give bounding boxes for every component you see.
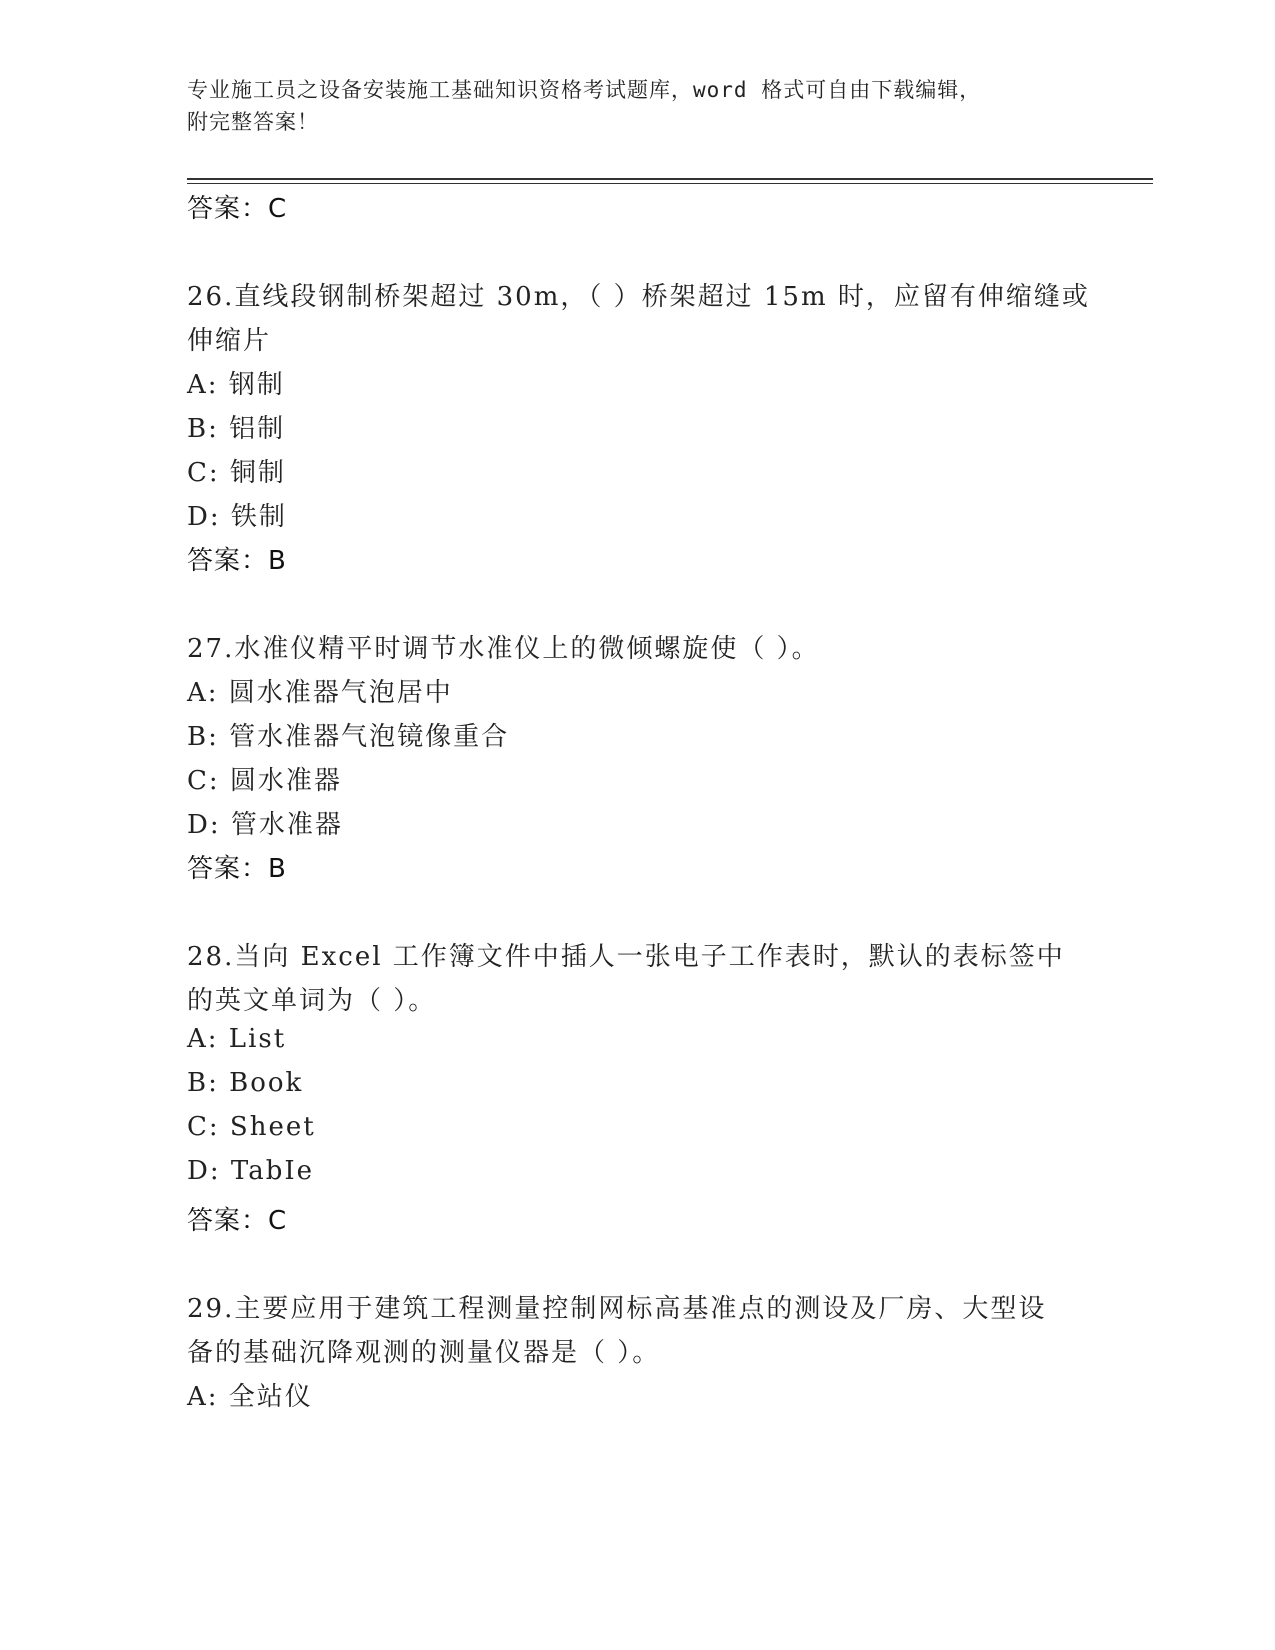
- question-29-stem-line-2: 备的基础沉降观测的测量仪器是（ ）。: [187, 1338, 661, 1368]
- answer-25: 答案：C: [187, 194, 288, 224]
- question-29-option-a: A: 全站仪: [187, 1382, 313, 1412]
- header-divider-thick: [187, 178, 1153, 180]
- question-28-stem-line-2: 的英文单词为（ ）。: [187, 986, 437, 1016]
- question-27-option-d: D: 管水准器: [187, 810, 343, 840]
- question-27-stem-line-1: 27.水准仪精平时调节水准仪上的微倾螺旋使（ ）。: [187, 634, 820, 664]
- question-29-stem-line-1: 29.主要应用于建筑工程测量控制网标高基准点的测设及厂房、大型设: [187, 1294, 1047, 1324]
- question-27-option-c: C: 圆水准器: [187, 766, 342, 796]
- question-26-option-a: A: 钢制: [187, 370, 285, 400]
- question-27-option-b: B: 管水准器气泡镜像重合: [187, 722, 510, 752]
- question-26-option-d: D: 铁制: [187, 502, 287, 532]
- question-28-option-d: D: TabIe: [187, 1156, 314, 1186]
- question-26-answer: 答案：B: [187, 546, 287, 576]
- question-28-answer: 答案：C: [187, 1206, 288, 1236]
- document-header: [187, 74, 1087, 138]
- question-26-option-c: C: 铜制: [187, 458, 286, 488]
- header-line-2: 附完整答案！: [187, 110, 319, 134]
- question-28-option-b: B: Book: [187, 1068, 304, 1098]
- question-28-option-a: A: List: [187, 1024, 287, 1054]
- header-line-1: 专业施工员之设备安装施工基础知识资格考试题库，word 格式可自由下载编辑，: [187, 78, 982, 102]
- question-26-option-b: B: 铝制: [187, 414, 286, 444]
- question-27-answer: 答案：B: [187, 854, 287, 884]
- question-27-option-a: A: 圆水准器气泡居中: [187, 678, 453, 708]
- question-28-stem-line-1: 28.当向 Excel 工作簿文件中插人一张电子工作表时，默认的表标签中: [187, 942, 1065, 972]
- question-26-stem-line-2: 伸缩片: [187, 326, 272, 356]
- question-26-stem-line-1: 26.直线段钢制桥架超过 30m，（ ）桥架超过 15m 时，应留有伸缩缝或: [187, 282, 1090, 312]
- question-28-option-c: C: Sheet: [187, 1112, 316, 1142]
- header-divider-thin: [187, 183, 1153, 184]
